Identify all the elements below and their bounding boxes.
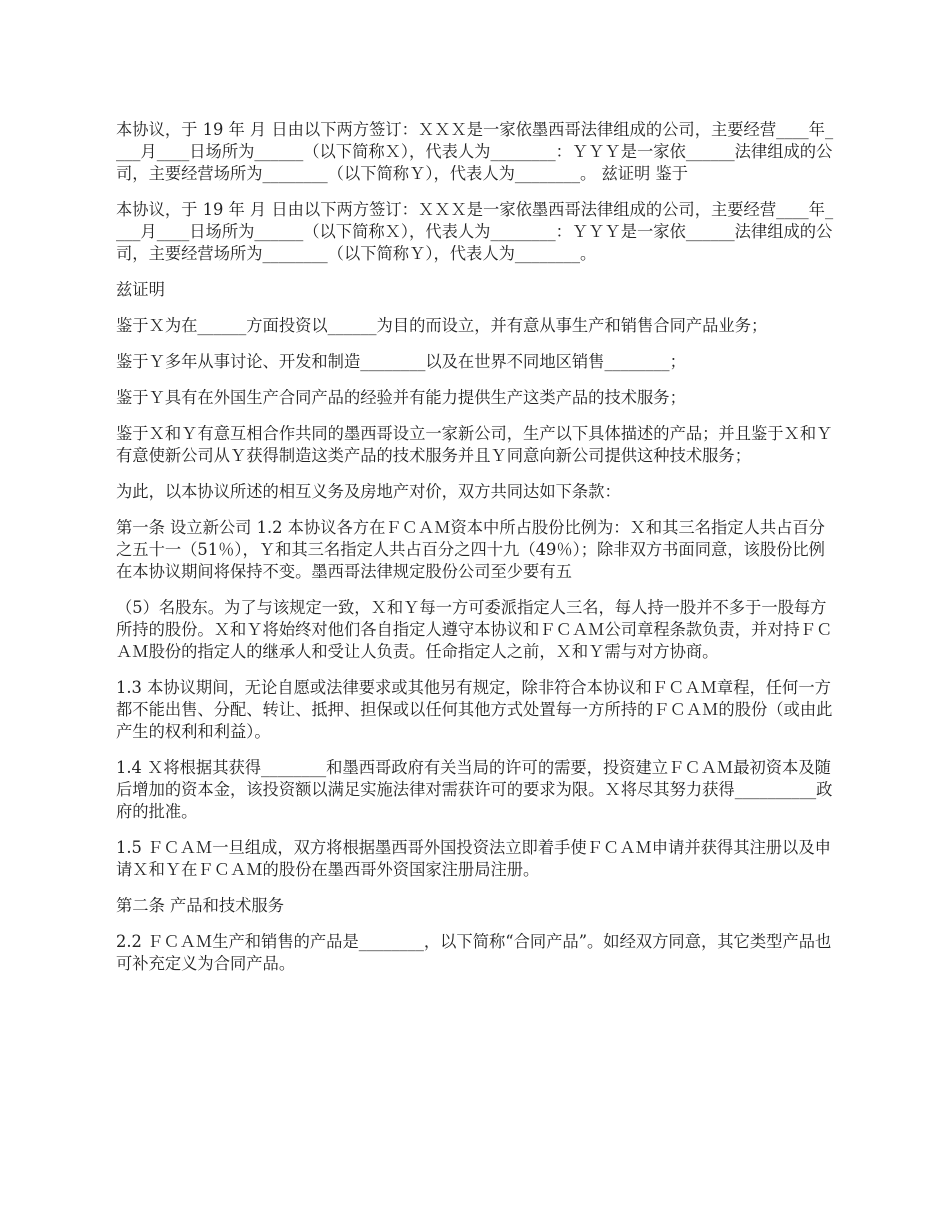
paragraph-article-1-2-cont: （5）名股东。为了与该规定一致，Ｘ和Ｙ每一方可委派指定人三名，每人持一股并不多于一股每方所持的股份。Ｘ和Ｙ将始终对他们各自指定人遵守本协议和ＦＣＡＭ公司章程条款负责，并对持ＦＣＡＭ股份的指定人的继承人和受让人负责。任命指定人之前，Ｘ和Ｙ需与对方协商。	[116, 598, 833, 661]
paragraph-intro-2: 本协议，于 19 年 月 日由以下两方签订：ＸＸＸ是一家依墨西哥法律组成的公司，主要经营____年____月____日场所为______（以下简称Ｘ），代表人为________：ＹＹＹ是一家依______法律组成的公司，主要经营场所为________（以下简称Ｙ），代表人为________。	[116, 200, 834, 263]
paragraph-witness: 兹证明	[116, 280, 165, 299]
paragraph-article-1-3: 1.3 本协议期间，无论自愿或法律要求或其他另有规定，除非符合本协议和ＦＣＡＭ章程，任何一方都不能出售、分配、转让、抵押、担保或以任何其他方式处置每一方所持的ＦＣＡＭ的股份（或由此产生的权利和利益）。	[116, 678, 833, 741]
paragraph-article-1-5: 1.5 ＦＣＡＭ一旦组成，双方将根据墨西哥外国投资法立即着手使ＦＣＡＭ申请并获得其注册以及申请Ｘ和Ｙ在ＦＣＡＭ的股份在墨西哥外资国家注册局注册。	[116, 838, 831, 879]
paragraph-whereas-3: 鉴于Ｙ具有在外国生产合同产品的经验并有能力提供生产这类产品的技术服务；	[116, 388, 686, 407]
paragraph-whereas-2: 鉴于Ｙ多年从事讨论、开发和制造________以及在世界不同地区销售________；	[116, 352, 686, 371]
heading-article-2: 第二条 产品和技术服务	[116, 896, 284, 915]
paragraph-intro-1: 本协议，于 19 年 月 日由以下两方签订：ＸＸＸ是一家依墨西哥法律组成的公司，主要经营____年____月____日场所为______（以下简称Ｘ），代表人为________：ＹＹＹ是一家依______法律组成的公司，主要经营场所为________（以下简称Ｙ），代表人为________。 兹证明 鉴于	[116, 120, 834, 183]
paragraph-therefore: 为此，以本协议所述的相互义务及房地产对价，双方共同达如下条款：	[116, 482, 621, 501]
paragraph-whereas-4: 鉴于Ｘ和Ｙ有意互相合作共同的墨西哥设立一家新公司，生产以下具体描述的产品；并且鉴于Ｘ和Ｙ有意使新公司从Ｙ获得制造这类产品的技术服务并且Ｙ同意向新公司提供这种技术服务；	[116, 424, 833, 465]
paragraph-whereas-1: 鉴于Ｘ为在______方面投资以______为目的而设立，并有意从事生产和销售合同产品业务；	[116, 316, 768, 335]
paragraph-article-1-4: 1.4 Ｘ将根据其获得________和墨西哥政府有关当局的许可的需要，投资建立ＦＣＡＭ最初资本及随后增加的资本金，该投资额以满足实施法律对需获许可的要求为限。Ｘ将尽其努力获得__________政府的批准。	[116, 758, 833, 821]
paragraph-article-1-2: 第一条 设立新公司 1.2 本协议各方在ＦＣＡＭ资本中所占股份比例为：Ｘ和其三名指定人共占百分之五十一（51％），Ｙ和其三名指定人共占百分之四十九（49％）；除非双方书面同意，该股份比例在本协议期间将保持不变。墨西哥法律规定股份公司至少要有五	[116, 518, 825, 581]
paragraph-article-2-2: 2.2 ＦＣＡＭ生产和销售的产品是________，以下简称“合同产品”。如经双方同意，其它类型产品也可补充定义为合同产品。	[116, 932, 832, 973]
